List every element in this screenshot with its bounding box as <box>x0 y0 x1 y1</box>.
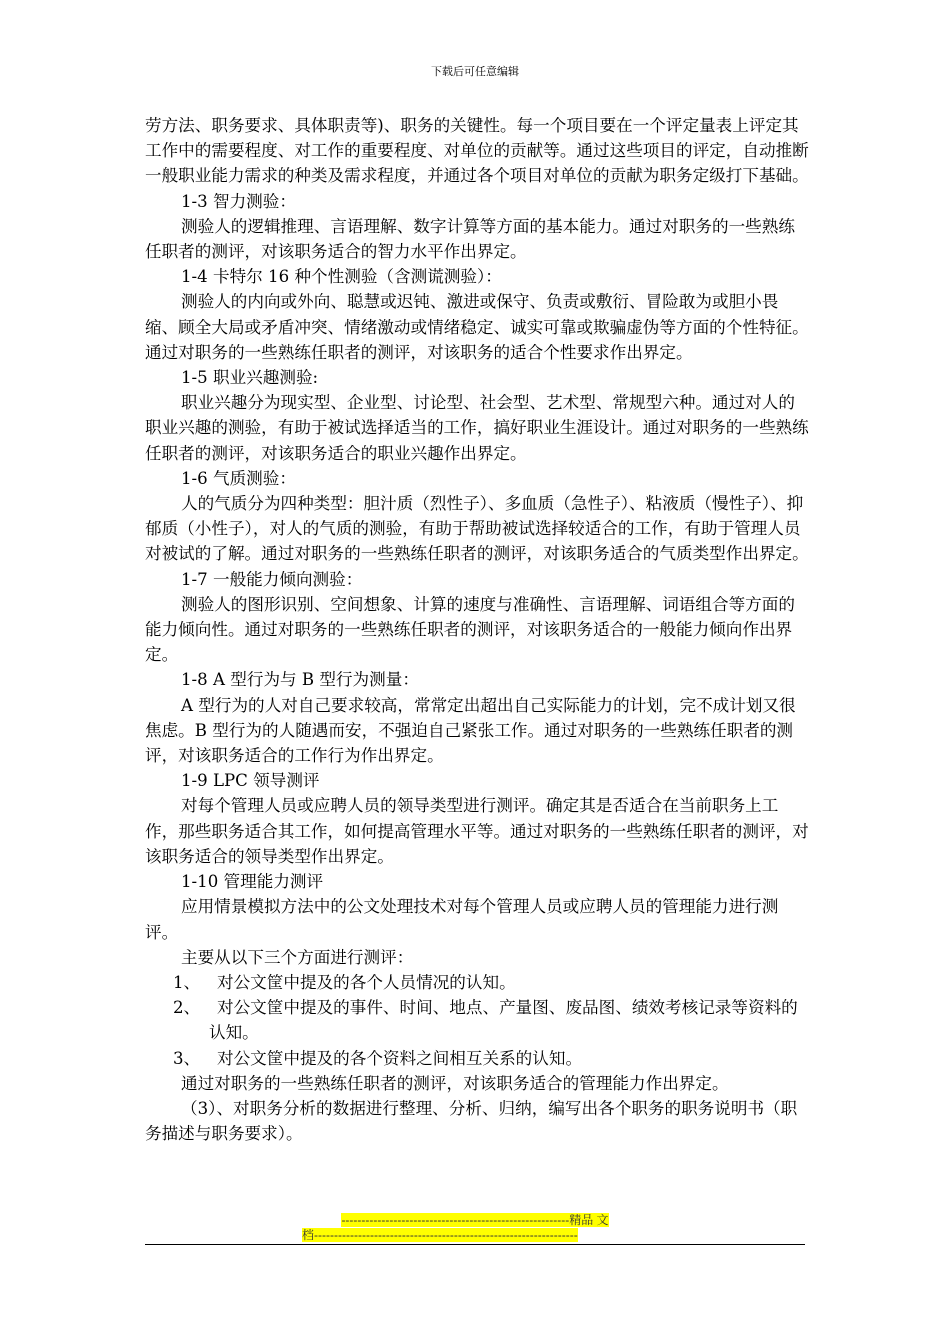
list-number: 1、 <box>173 972 201 992</box>
footer-highlight: 档------------------------------------------------------------------ <box>302 1228 578 1242</box>
section-heading: 1-7 一般能力倾向测验： <box>181 569 363 589</box>
section-heading: 1-4 卡特尔 16 种个性测验（含测谎测验）： <box>181 267 502 287</box>
section-heading: 1-8 A 型行为与 B 型行为测量： <box>181 670 419 690</box>
section-heading: 1-10 管理能力测评 <box>181 872 324 892</box>
list-item <box>145 995 811 1045</box>
paragraph: 测验人的内向或外向、聪慧或迟钝、激进或保守、负责或敷衍、冒险敢为或胆小畏缩、顾全大局或矛盾冲突、情绪激动或情绪稳定、诚实可靠或欺骗虚伪等方面的个性特征。通过对职务的一些熟练任职者的测评，对该职务的适合个性要求作出界定。 <box>145 292 809 362</box>
paragraph: 职业兴趣分为现实型、企业型、讨论型、社会型、艺术型、常规型六种。通过对人的职业兴趣的测验，有助于被试选择适当的工作，搞好职业生涯设计。通过对职务的一些熟练任职者的测评，对该职务适合的职业兴趣作出界定。 <box>145 393 809 463</box>
paragraph: 测验人的图形识别、空间想象、计算的速度与准确性、言语理解、词语组合等方面的能力倾向性。通过对职务的一些熟练任职者的测评，对该职务适合的一般能力倾向作出界定。 <box>145 594 795 665</box>
paragraph: 通过对职务的一些熟练任职者的测评，对该职务适合的管理能力作出界定。 <box>181 1073 729 1093</box>
footer-highlight: ---------------------------------------------------------精品 文 <box>341 1213 609 1227</box>
footer-line-2 <box>302 1228 662 1242</box>
section-heading: 1-5 职业兴趣测验: <box>181 368 319 388</box>
list-item <box>145 1046 811 1071</box>
page-header: 下载后可任意编辑 <box>431 65 519 78</box>
document-body <box>145 113 811 1146</box>
list-item <box>145 970 811 995</box>
footer-line-1 <box>145 1213 805 1227</box>
paragraph: 劳方法、职务要求、具体职责等)、职务的关键性。每一个项目要在一个评定量表上评定其工作中的需要程度、对工作的重要程度、对单位的贡献等。通过这些项目的评定，自动推断一般职业能力需求的种类及需求程度，并通过各个项目对单位的贡献为职务定级打下基础。 <box>145 116 809 186</box>
paragraph: 人的气质分为四种类型：胆汁质（烈性子）、多血质（急性子）、粘液质（慢性子）、抑郁质（小性子），对人的气质的测验，有助于帮助被试选择较适合的工作，有助于管理人员对被试的了解。通过对职务的一些熟练任职者的测评，对该职务适合的气质类型作出界定。 <box>145 494 809 564</box>
list-text: 对公文筐中提及的事件、时间、地点、产量图、废品图、绩效考核记录等资料的认知。 <box>209 998 798 1043</box>
paragraph: （3）、对职务分析的数据进行整理、分析、归纳，编写出各个职务的职务说明书（职务描述与职务要求）。 <box>145 1098 798 1144</box>
list-text: 对公文筐中提及的各个资料之间相互关系的认知。 <box>217 1048 583 1068</box>
footer-rule <box>145 1244 805 1245</box>
paragraph: 对每个管理人员或应聘人员的领导类型进行测评。确定其是否适合在当前职务上工作，那些职务适合其工作，如何提高管理水平等。通过对职务的一些熟练任职者的测评，对该职务适合的领导类型作出界定。 <box>145 796 809 866</box>
list-text: 对公文筐中提及的各个人员情况的认知。 <box>217 972 516 992</box>
paragraph: 应用情景模拟方法中的公文处理技术对每个管理人员或应聘人员的管理能力进行测评。 <box>145 897 779 942</box>
list-number: 3、 <box>173 1048 201 1068</box>
paragraph: A 型行为的人对自己要求较高，常常定出超出自己实际能力的计划，完不成计划又很焦虑。B 型行为的人随遇而安，不强迫自己紧张工作。通过对职务的一些熟练任职者的测评，对该职务适合的工作行为作出界定。 <box>145 695 796 766</box>
section-heading: 1-6 气质测验： <box>181 468 296 488</box>
paragraph: 主要从以下三个方面进行测评： <box>181 947 414 967</box>
section-heading: 1-9 LPC 领导测评 <box>181 771 320 791</box>
section-heading: 1-3 智力测验： <box>181 191 296 211</box>
list-number: 2、 <box>173 998 201 1018</box>
paragraph: 测验人的逻辑推理、言语理解、数字计算等方面的基本能力。通过对职务的一些熟练任职者的测评，对该职务适合的智力水平作出界定。 <box>145 216 795 262</box>
